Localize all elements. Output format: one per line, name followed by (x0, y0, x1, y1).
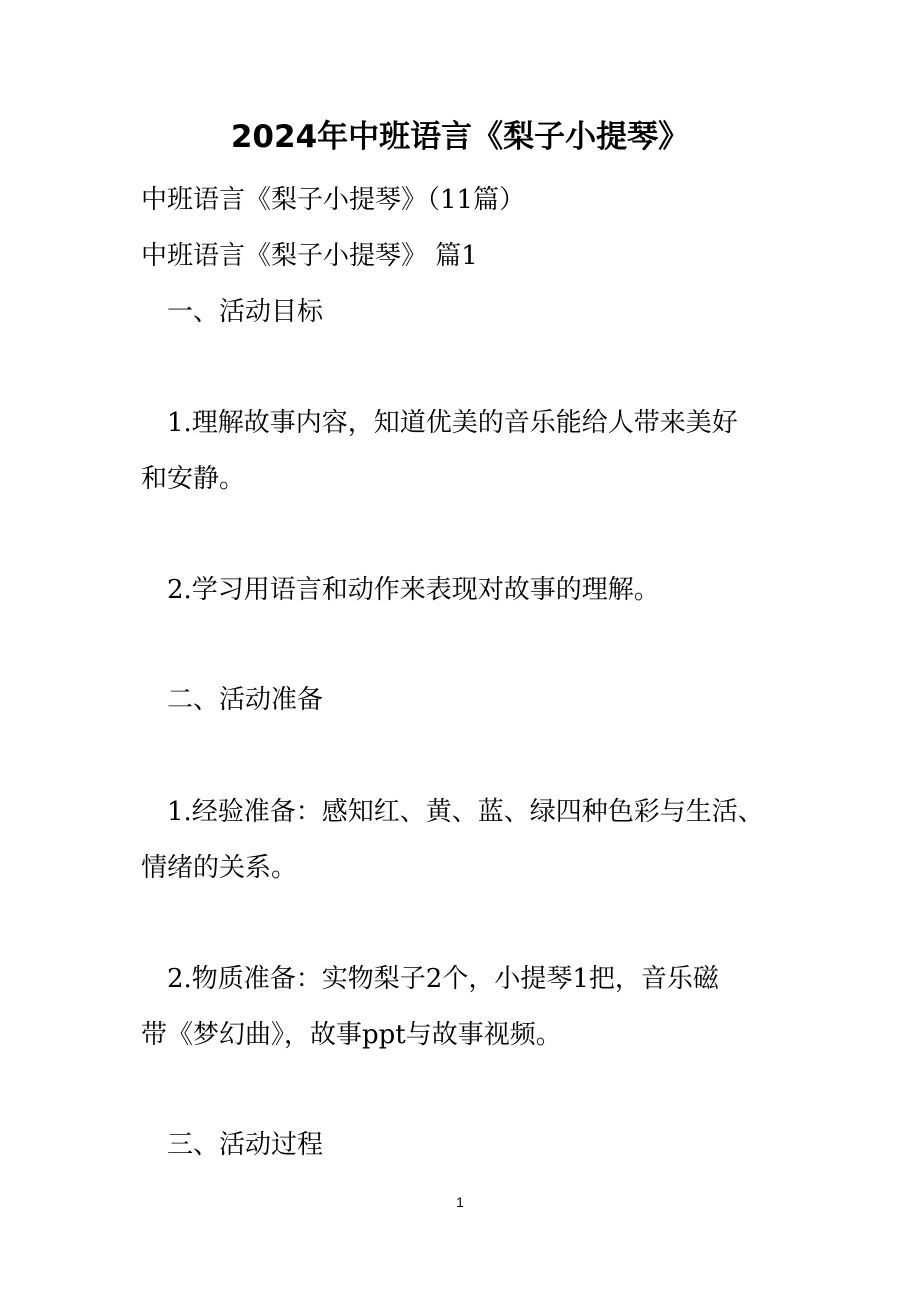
goal-item-1-line-1: 1.理解故事内容，知道优美的音乐能给人带来美好 (167, 408, 738, 438)
chapter-heading: 中班语言《梨子小提琴》 篇1 (141, 241, 478, 271)
goal-item-1-line-2: 和安静。 (141, 464, 246, 494)
document-subtitle: 中班语言《梨子小提琴》（11篇） (141, 185, 526, 215)
section-heading-process: 三、活动过程 (167, 1130, 324, 1160)
preparation-item-1-line-2: 情绪的关系。 (141, 853, 298, 883)
document-title: 2024年中班语言《梨子小提琴》 (230, 119, 690, 155)
preparation-item-1-line-1: 1.经验准备：感知红、黄、蓝、绿四种色彩与生活、 (167, 797, 764, 827)
section-heading-goals: 一、活动目标 (167, 297, 324, 327)
section-heading-preparation: 二、活动准备 (167, 685, 324, 715)
preparation-item-2-line-1: 2.物质准备：实物梨子2个，小提琴1把，音乐磁 (167, 964, 719, 994)
page-number: 1 (456, 1194, 464, 1210)
goal-item-2: 2.学习用语言和动作来表现对故事的理解。 (167, 575, 660, 605)
preparation-item-2-line-2: 带《梦幻曲》，故事ppt与故事视频。 (141, 1020, 562, 1050)
